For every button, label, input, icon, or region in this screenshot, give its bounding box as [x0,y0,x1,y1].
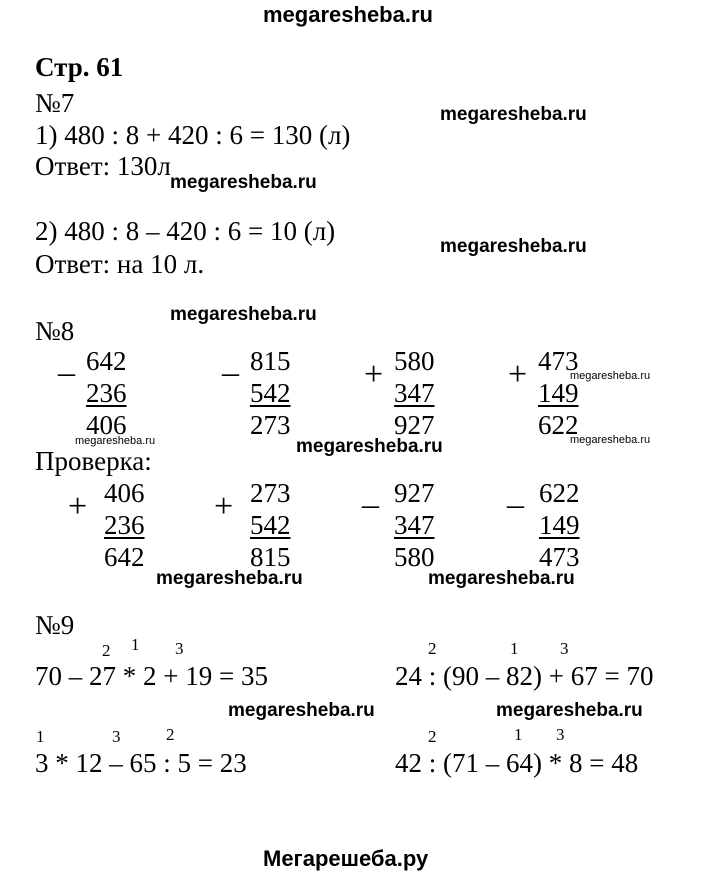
watermark: megaresheba.ru [156,568,303,589]
order-mark: 1 [36,727,45,746]
operand-b: 149 [538,378,579,408]
operand-a: 815 [250,346,291,376]
watermark: megaresheba.ru [440,236,587,257]
op-sign: – [222,354,239,391]
check-label: Проверка: [35,446,152,476]
task7-expression-2: 2) 480 : 8 – 420 : 6 = 10 (л) [35,216,336,246]
order-mark: 2 [102,641,111,660]
operand-b: 542 [250,510,291,540]
task9-expression-4: 42 : (71 – 64) * 8 = 48 [395,748,639,778]
task9-expression-1: 70 – 27 * 2 + 19 = 35 [35,661,268,691]
watermark: megaresheba.ru [496,700,643,721]
result: 815 [250,542,291,572]
order-mark: 1 [131,635,140,654]
op-sign: – [507,486,524,523]
order-mark: 3 [175,639,184,658]
operand-b: 347 [394,378,435,408]
task9-expression-2: 24 : (90 – 82) + 67 = 70 [395,661,654,691]
operand-a: 642 [86,346,127,376]
order-mark: 3 [112,727,121,746]
order-mark: 2 [428,639,437,658]
op-sign: + [508,356,528,393]
site-header: megaresheba.ru [263,2,433,27]
task8-number: №8 [35,316,75,346]
result: 622 [538,410,579,440]
watermark: megaresheba.ru [428,568,575,589]
task9-number: №9 [35,610,75,640]
order-mark: 3 [560,639,569,658]
operand-a: 273 [250,478,291,508]
watermark: megaresheba.ru [170,304,317,325]
order-mark: 2 [428,727,437,746]
task7-expression-1: 1) 480 : 8 + 420 : 6 = 130 (л) [35,120,351,150]
task9-expression-3: 3 * 12 – 65 : 5 = 23 [35,748,247,778]
operand-a: 622 [539,478,580,508]
result: 927 [394,410,435,440]
result: 406 [86,410,127,440]
watermark-small: megaresheba.ru [570,370,651,382]
task7-number: №7 [35,88,75,118]
site-footer: Мегарешеба.ру [263,846,429,871]
result: 580 [394,542,435,572]
op-sign: + [214,488,234,525]
order-mark: 1 [510,639,519,658]
result: 642 [104,542,145,572]
operand-a: 927 [394,478,435,508]
watermark-small: megaresheba.ru [75,435,156,447]
watermark-small: megaresheba.ru [570,434,651,446]
result: 273 [250,410,291,440]
op-sign: – [58,354,75,391]
watermark: megaresheba.ru [170,172,317,193]
op-sign: + [364,356,384,393]
operand-a: 473 [538,346,579,376]
operand-b: 236 [104,510,145,540]
operand-b: 149 [539,510,580,540]
operand-a: 580 [394,346,435,376]
order-mark: 3 [556,725,565,744]
operand-b: 347 [394,510,435,540]
watermark: megaresheba.ru [228,700,375,721]
operand-b: 542 [250,378,291,408]
page-title: Стр. 61 [35,52,124,82]
operand-a: 406 [104,478,145,508]
order-mark: 2 [166,725,175,744]
watermark: megaresheba.ru [296,436,443,457]
operand-b: 236 [86,378,127,408]
result: 473 [539,542,580,572]
op-sign: – [362,486,379,523]
watermark: megaresheba.ru [440,104,587,125]
order-mark: 1 [514,725,523,744]
task7-answer-2: Ответ: на 10 л. [35,249,205,279]
op-sign: + [68,488,88,525]
task7-answer-1: Ответ: 130л [35,151,171,181]
